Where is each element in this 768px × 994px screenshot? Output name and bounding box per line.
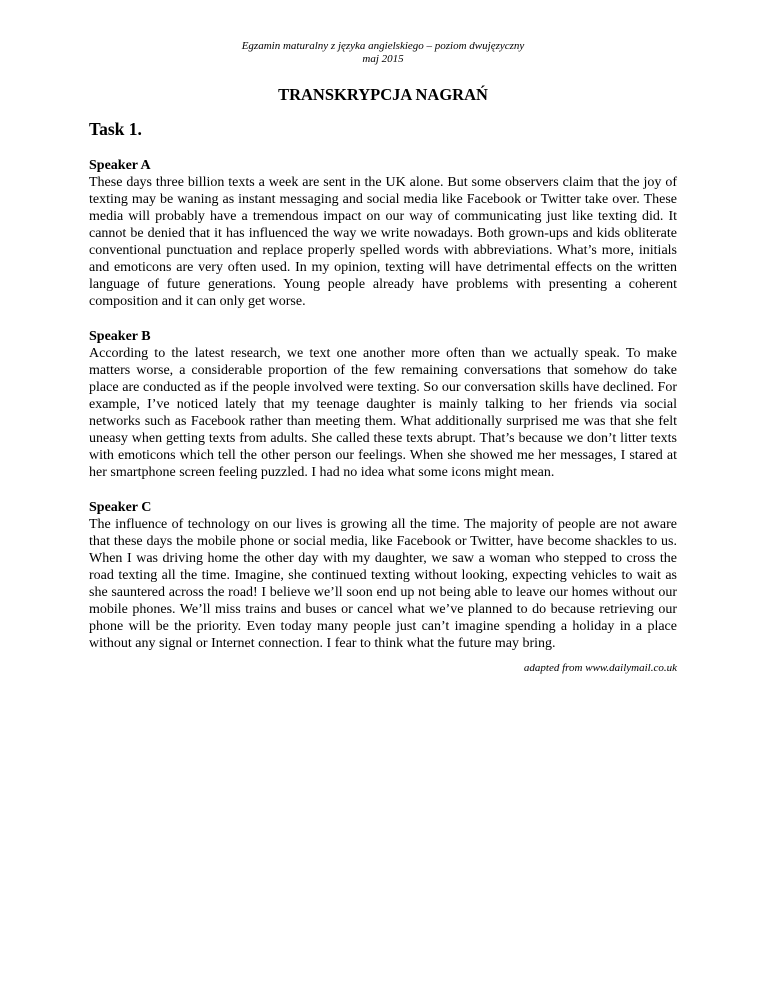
exam-date: maj 2015: [362, 53, 404, 65]
source-attribution: adapted from www.dailymail.co.uk: [523, 662, 677, 674]
page-header: [89, 40, 677, 66]
document-title: TRANSKRYPCJA NAGRAŃ: [278, 85, 488, 104]
task-heading: Task 1.: [89, 119, 142, 139]
speaker-section: [89, 328, 677, 481]
speaker-name: Speaker A: [89, 158, 151, 173]
speaker-transcript: These days three billion texts a week are sent in the UK alone. But some observers claim that the joy of texting may be waning as instant messaging and social media like Facebook or Twitter take over. These media will probably have a tremendous impact on our way of communicating just like texting did. It cannot be denied that it has influenced the way we write nowadays. Both grown-ups and kids obliterate conventional punctuation and replace properly spelled words with abbreviations. What’s more, initials and emoticons are very often used. In my opinion, texting will have detrimental effects on the written language of future generations. Young people already have problems with presenting a coherent composition and it can only get worse.: [89, 175, 677, 309]
exam-name: Egzamin maturalny z języka angielskiego – poziom dwujęzyczny: [241, 40, 525, 52]
speakers-list: [89, 157, 677, 652]
speaker-name: Speaker B: [89, 329, 151, 344]
document-page: [89, 40, 677, 675]
speaker-name: Speaker C: [89, 500, 152, 515]
speaker-transcript: The influence of technology on our lives is growing all the time. The majority of people are not aware that these days the mobile phone or social media, like Facebook or Twitter, have become shackles to us. When I was driving home the other day with my daughter, we saw a woman who stepped to cross the road texting all the time. Imagine, she continued texting without looking, expecting vehicles to wait as she sauntered across the road! I believe we’ll soon end up not being able to leave our homes without our mobile phones. We’ll miss trains and buses or cancel what we’ve planned to do because retrieving our phone will be the priority. Even today many people just can’t imagine spending a holiday in a place without any signal or Internet connection. I fear to think what the future may bring.: [89, 517, 677, 651]
speaker-section: [89, 157, 677, 310]
speaker-transcript: According to the latest research, we text one another more often than we actually speak. To make matters worse, a considerable proportion of the few remaining conversations that somehow do take place are conducted as if the people involved were texting. So our conversation skills have declined. For example, I’ve noticed lately that my teenage daughter is mainly talking to her friends via social networks such as Facebook rather than meeting them. What additionally surprised me was that she felt uneasy when getting texts from adults. She called these texts abrupt. That’s because we don’t litter texts with emoticons which tell the other person our feelings. When she showed me her messages, I stared at her smartphone screen feeling puzzled. I had no idea what some icons might mean.: [89, 346, 677, 480]
speaker-section: [89, 499, 677, 652]
